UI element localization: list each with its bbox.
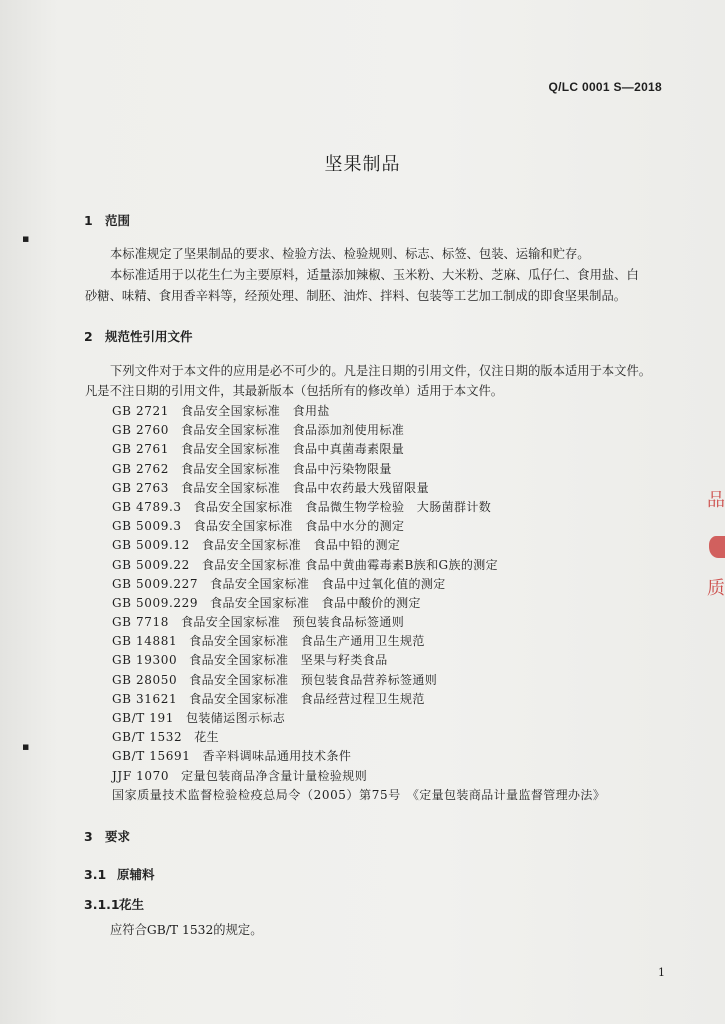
reference-item	[112, 786, 605, 805]
section-3-1-heading	[84, 865, 155, 883]
page-title: 坚果制品	[324, 154, 401, 175]
reference-item	[112, 536, 605, 555]
reference-item	[112, 556, 605, 575]
reference-code: GB 5009.3	[112, 519, 182, 534]
standard-code: Q/LC 0001 S—2018	[548, 80, 662, 94]
reference-code: GB 5009.229	[112, 595, 199, 610]
section-3-1-1-heading	[84, 895, 144, 913]
reference-title: 《定量包装商品计量监督管理办法》	[406, 787, 606, 802]
reference-item	[112, 594, 605, 613]
scan-mark: ▪	[22, 740, 30, 753]
reference-code: GB 5009.12	[112, 538, 190, 553]
scope-paragraph-2-line-2: 砂糖、味精、食用香辛料等，经预处理、制胚、油炸、拌料、包装等工艺加工制成的即食坚果制品。	[85, 289, 627, 303]
reference-title: 食品安全国家标准 食品添加剂使用标准	[180, 423, 405, 438]
reference-title: 食品安全国家标准 食品中真菌毒素限量	[180, 442, 405, 457]
reference-item	[112, 651, 605, 670]
reference-code: GB 2721	[112, 404, 169, 418]
reference-list	[112, 402, 605, 805]
reference-item	[112, 575, 605, 594]
reference-title: 食品安全国家标准 食用盐	[180, 404, 330, 418]
reference-title: 食品安全国家标准 坚果与籽类食品	[189, 653, 388, 668]
reference-title: 花生	[194, 730, 220, 745]
reference-code: GB 2763	[112, 480, 169, 495]
reference-code: 国家质量技术监督检验检疫总局令（2005）第75号	[112, 787, 401, 802]
reference-title: 食品安全国家标准 食品中过氧化值的测定	[210, 576, 446, 591]
stamp-character: 质	[707, 578, 725, 599]
reference-code: GB 31621	[112, 691, 178, 706]
reference-item	[112, 747, 605, 766]
reference-code: GB 5009.22	[112, 557, 190, 572]
reference-code: GB 2762	[112, 461, 169, 476]
section-title: 原辅料	[117, 867, 155, 882]
reference-item	[112, 402, 605, 421]
reference-code: GB 2760	[112, 423, 169, 438]
reference-title: 食品安全国家标准 食品微生物学检验 大肠菌群计数	[193, 499, 492, 514]
section-title: 规范性引用文件	[105, 329, 193, 344]
reference-code: GB 19300	[112, 653, 178, 668]
section-number: 1	[84, 213, 93, 228]
reference-code: GB 28050	[112, 672, 178, 687]
section-2-heading	[84, 327, 193, 345]
reference-title: 食品安全国家标准 食品中水分的测定	[193, 519, 405, 534]
reference-item	[112, 767, 605, 786]
scope-paragraph-1: 本标准规定了坚果制品的要求、检验方法、检验规则、标志、标签、包装、运输和贮存。	[110, 247, 590, 261]
reference-item	[112, 498, 605, 517]
reference-title: 包装储运图示标志	[185, 711, 286, 725]
reference-item	[112, 440, 605, 459]
reference-title: 食品安全国家标准 食品经营过程卫生规范	[189, 691, 425, 706]
reference-code: GB 2761	[112, 442, 169, 457]
reference-title: 食品安全国家标准 食品生产通用卫生规范	[189, 634, 425, 649]
section-number: 3.1	[84, 867, 107, 882]
reference-code: JJF 1070	[112, 768, 170, 783]
normative-intro-line-1: 下列文件对于本文件的应用是必不可少的。凡是注日期的引用文件，仅注日期的版本适用于本文件。	[110, 364, 652, 378]
reference-item	[112, 728, 605, 747]
reference-title: 食品安全国家标准 食品中污染物限量	[180, 461, 392, 476]
reference-code: GB 7718	[112, 615, 169, 630]
reference-code: GB 4789.3	[112, 499, 182, 514]
reference-code: GB 14881	[112, 634, 178, 649]
reference-title: 定量包装商品净含量计量检验规则	[181, 768, 368, 783]
reference-item	[112, 460, 605, 479]
section-title: 花生	[119, 897, 145, 912]
reference-code: GB/T 1532	[112, 730, 183, 745]
reference-code: GB/T 191	[112, 711, 174, 725]
section-title: 要求	[105, 829, 131, 844]
normative-intro-line-2: 凡是不注日期的引用文件，其最新版本（包括所有的修改单）适用于本文件。	[85, 384, 504, 398]
reference-item	[112, 517, 605, 536]
red-seal-stamp	[703, 470, 725, 630]
reference-title: 食品安全国家标准 预包装食品营养标签通则	[189, 672, 438, 687]
section-number: 3.1.1	[84, 897, 120, 912]
reference-title: 香辛料调味品通用技术条件	[202, 749, 352, 764]
section-title: 范围	[105, 213, 131, 228]
section-1-heading	[84, 211, 130, 229]
reference-title: 食品安全国家标准 食品中农药最大残留限量	[180, 480, 429, 495]
reference-code: GB 5009.227	[112, 576, 199, 591]
reference-item	[112, 671, 605, 690]
reference-title: 食品安全国家标准 食品中黄曲霉毒素B族和G族的测定	[201, 557, 499, 572]
reference-item	[112, 709, 605, 728]
page-number: 1	[658, 966, 665, 979]
reference-item	[112, 479, 605, 498]
reference-item	[112, 690, 605, 709]
reference-item	[112, 613, 605, 632]
stamp-emblem	[709, 536, 725, 558]
scan-mark: ▪	[22, 232, 30, 245]
reference-title: 食品安全国家标准 预包装食品标签通则	[180, 615, 405, 630]
peanut-requirement-text: 应符合GB/T 1532的规定。	[110, 923, 263, 937]
section-3-heading	[84, 827, 130, 845]
reference-item	[112, 421, 605, 440]
section-number: 3	[84, 829, 93, 844]
reference-code: GB/T 15691	[112, 749, 191, 764]
reference-item	[112, 632, 605, 651]
stamp-character: 品	[707, 490, 725, 511]
reference-title: 食品安全国家标准 食品中铅的测定	[201, 538, 401, 553]
reference-title: 食品安全国家标准 食品中酸价的测定	[210, 595, 421, 610]
scope-paragraph-2-line-1: 本标准适用于以花生仁为主要原料，适量添加辣椒、玉米粉、大米粉、芝麻、瓜仔仁、食用盐、白	[110, 268, 639, 282]
section-number: 2	[84, 329, 93, 344]
